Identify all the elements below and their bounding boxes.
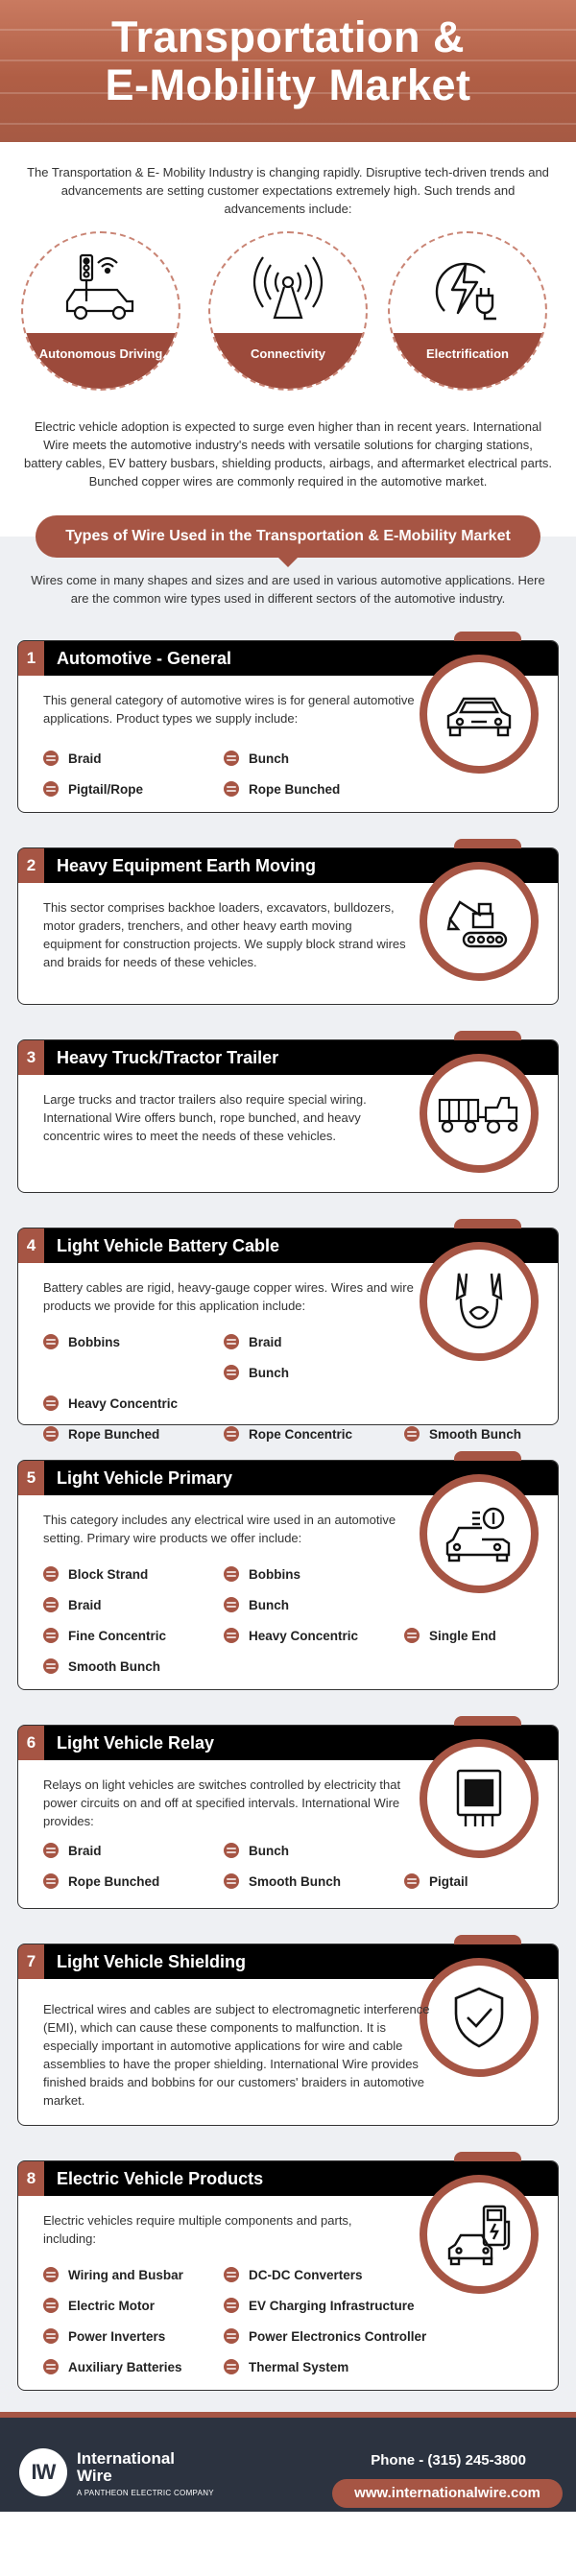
section-title: Light Vehicle Relay (57, 1733, 215, 1753)
autonomous-car-icon (23, 250, 179, 327)
section-medal (420, 1958, 539, 2077)
feature-label: Electrification (390, 333, 545, 389)
title-line-2: E-Mobility Market (105, 60, 471, 109)
section-title: Heavy Truck/Tractor Trailer (57, 1048, 279, 1067)
wire-bullet-icon (43, 1395, 59, 1411)
company-tagline: A PANTHEON ELECTRIC COMPANY (77, 2489, 214, 2497)
section-description: This general category of automotive wires is for general automotive applications. Product types we supply include: (43, 693, 415, 726)
list-item (43, 1357, 224, 1388)
section-medal (420, 862, 539, 981)
wire-bullet-icon (43, 1873, 59, 1889)
section-description: Electric vehicles require multiple components and parts, including: (43, 2213, 352, 2246)
list-item: DC-DC Converters (224, 2259, 512, 2290)
list-item: Wiring and Busbar (43, 2259, 224, 2290)
list-item: Braid (43, 743, 224, 774)
types-banner: Types of Wire Used in the Transportation & E-Mobility Market (36, 515, 540, 558)
tractor-trailer-icon (427, 1061, 531, 1165)
list-item: Smooth Bunch (43, 1651, 224, 1682)
section-number: 4 (18, 1228, 44, 1263)
section-description: Electrical wires and cables are subject to electromagnetic interference (EMI), which can cause these components to malfunction. It is especially important in automotive applications for wire and cable assemblies to have the proper shielding. International Wire provides finished braids and bobbins for our customers' braiders in automotive market. (43, 2002, 430, 2108)
list-item: Rope Bunched (43, 1866, 224, 1896)
section-number: 7 (18, 1944, 44, 1979)
feature-autonomous-driving (21, 231, 180, 391)
list-item: Bunch (224, 1835, 404, 1866)
list-item: Electric Motor (43, 2290, 224, 2321)
wire-bullet-icon (43, 2359, 59, 2374)
list-item: Rope Concentric (224, 1419, 404, 1449)
section-title: Light Vehicle Primary (57, 1468, 233, 1488)
section-title: Heavy Equipment Earth Moving (57, 856, 317, 875)
list-item: Thermal System (224, 2351, 512, 2382)
wire-bullet-icon (43, 1426, 59, 1442)
feature-label: Connectivity (210, 333, 366, 389)
list-item: Bobbins (43, 1326, 224, 1357)
shield-check-icon (427, 1966, 531, 2069)
list-item: Single End (404, 1620, 548, 1651)
wire-bullet-icon (43, 1334, 59, 1349)
wire-bullet-icon (224, 1365, 239, 1380)
wire-bullet-icon (43, 1628, 59, 1643)
list-item: Power Inverters (43, 2321, 224, 2351)
item-list (43, 1559, 548, 1682)
page-title (0, 0, 576, 109)
list-item (224, 1388, 404, 1419)
wire-bullet-icon (224, 2359, 239, 2374)
list-item: Pigtail (404, 1866, 548, 1896)
section-number: 5 (18, 1461, 44, 1495)
wire-bullet-icon (404, 1628, 420, 1643)
list-item: Smooth Bunch (224, 1866, 404, 1896)
section-number: 8 (18, 2161, 44, 2196)
list-item: Heavy Concentric (43, 1388, 224, 1419)
wire-bullet-icon (43, 1597, 59, 1612)
section-title: Light Vehicle Battery Cable (57, 1236, 280, 1255)
feature-label: Autonomous Driving (23, 333, 179, 389)
section-automotive-general (17, 640, 559, 813)
excavator-icon (427, 870, 531, 973)
section-heavy-equipment (17, 847, 559, 1005)
item-list (43, 1835, 548, 1896)
wire-bullet-icon (224, 1426, 239, 1442)
wire-bullet-icon (224, 2328, 239, 2344)
wire-bullet-icon (43, 1843, 59, 1858)
section-title: Light Vehicle Shielding (57, 1952, 247, 1971)
section-description: Large trucks and tractor trailers also require special wiring. International Wire offers bunch, rope bunched, and heavy concentric wires to meet the needs of these vehicles. (43, 1092, 367, 1143)
wire-bullet-icon (43, 2298, 59, 2313)
footer (0, 2412, 576, 2512)
list-item: Pigtail/Rope (43, 774, 224, 804)
section-description: This category includes any electrical wire used in an automotive setting. Primary wire products we offer include: (43, 1513, 396, 1545)
wire-bullet-icon (43, 2267, 59, 2282)
wire-bullet-icon (224, 2267, 239, 2282)
item-list (43, 743, 548, 804)
wire-bullet-icon (224, 1566, 239, 1582)
section-medal (420, 1054, 539, 1173)
list-item: Smooth Bunch (404, 1419, 548, 1449)
wire-bullet-icon (224, 1873, 239, 1889)
section-light-vehicle-relay (17, 1725, 559, 1909)
list-item: Auxiliary Batteries (43, 2351, 224, 2382)
section-number: 3 (18, 1040, 44, 1075)
feature-circles (0, 231, 576, 394)
website-link[interactable]: www.internationalwire.com (332, 2479, 563, 2508)
wire-bullet-icon (224, 1843, 239, 1858)
wire-bullet-icon (224, 781, 239, 797)
wire-bullet-icon (43, 751, 59, 766)
wire-bullet-icon (43, 1658, 59, 1674)
list-item (404, 1559, 548, 1589)
section-number: 6 (18, 1726, 44, 1760)
list-item (404, 1589, 548, 1620)
section-description: Relays on light vehicles are switches controlled by electricity that power circuits on and off at specified intervals. International Wire provides: (43, 1777, 401, 1828)
feature-electrification (388, 231, 547, 391)
section-title: Electric Vehicle Products (57, 2169, 264, 2188)
section-battery-cable (17, 1228, 559, 1442)
list-item: Braid (224, 1326, 404, 1357)
adoption-text: Electric vehicle adoption is expected to surge even higher than in recent years. International Wire meets the automotive industry's needs with versatile solutions for charging stations, battery cables, EV battery busbars, shielding products, airbags, and aftermarket electrical parts. Bunched copper wires are commonly required in the automotive market. (24, 419, 552, 489)
list-item: Heavy Concentric (224, 1620, 404, 1651)
section-number: 1 (18, 641, 44, 676)
list-item: Braid (43, 1835, 224, 1866)
wire-bullet-icon (43, 781, 59, 797)
wire-bullet-icon (404, 1873, 420, 1889)
antenna-icon (210, 250, 366, 327)
wire-bullet-icon (224, 751, 239, 766)
company-name: International Wire (77, 2449, 176, 2485)
wire-bullet-icon (43, 2328, 59, 2344)
list-item: Fine Concentric (43, 1620, 224, 1651)
title-line-1: Transportation & (110, 12, 466, 61)
list-item: Block Strand (43, 1559, 224, 1589)
list-item: Bobbins (224, 1559, 404, 1589)
section-description: Battery cables are rigid, heavy-gauge copper wires. Wires and wire products we provide for this application include: (43, 1280, 414, 1313)
wire-bullet-icon (404, 1426, 420, 1442)
feature-connectivity (208, 231, 368, 391)
list-item: Rope Bunched (224, 774, 404, 804)
list-item: Rope Bunched (43, 1419, 224, 1449)
section-light-vehicle-primary (17, 1460, 559, 1690)
item-list (43, 1326, 548, 1449)
company-logo-icon: IW (19, 2448, 67, 2496)
section-number: 2 (18, 848, 44, 883)
list-item: Braid (43, 1589, 224, 1620)
list-item (404, 1835, 548, 1866)
wires-intro-text: Wires come in many shapes and sizes and are used in various automotive applications. Here are the common wire types used in different sectors of the automotive industry. (31, 573, 545, 606)
phone-number[interactable]: Phone - (315) 245-3800 (371, 2452, 526, 2469)
list-item: Bunch (224, 743, 404, 774)
intro-text: The Transportation & E- Mobility Industry is changing rapidly. Disruptive tech-driven trends and advancements are setting customer expectations extremely high. Such trends and advancements include: (27, 165, 549, 216)
section-description: This sector comprises backhoe loaders, excavators, bulldozers, motor graders, trenchers, and other heavy earth moving equipment for construction projects. We supply block strand wires and braids for needs of these vehicles. (43, 900, 406, 969)
section-heavy-truck (17, 1039, 559, 1193)
wire-bullet-icon (224, 1628, 239, 1643)
wire-bullet-icon (43, 1566, 59, 1582)
section-light-vehicle-shielding (17, 1944, 559, 2126)
hero-banner (0, 0, 576, 142)
section-ev-products (17, 2160, 559, 2391)
wire-bullet-icon (224, 1334, 239, 1349)
item-list (43, 2259, 548, 2382)
wire-bullet-icon (224, 2298, 239, 2313)
wire-bullet-icon (224, 1597, 239, 1612)
list-item: Bunch (224, 1589, 404, 1620)
section-title: Automotive - General (57, 649, 232, 668)
wire-types-area (0, 537, 576, 2412)
list-item: Power Electronics Controller (224, 2321, 512, 2351)
list-item: Bunch (224, 1357, 404, 1388)
list-item: EV Charging Infrastructure (224, 2290, 512, 2321)
ev-plug-icon (390, 250, 545, 327)
